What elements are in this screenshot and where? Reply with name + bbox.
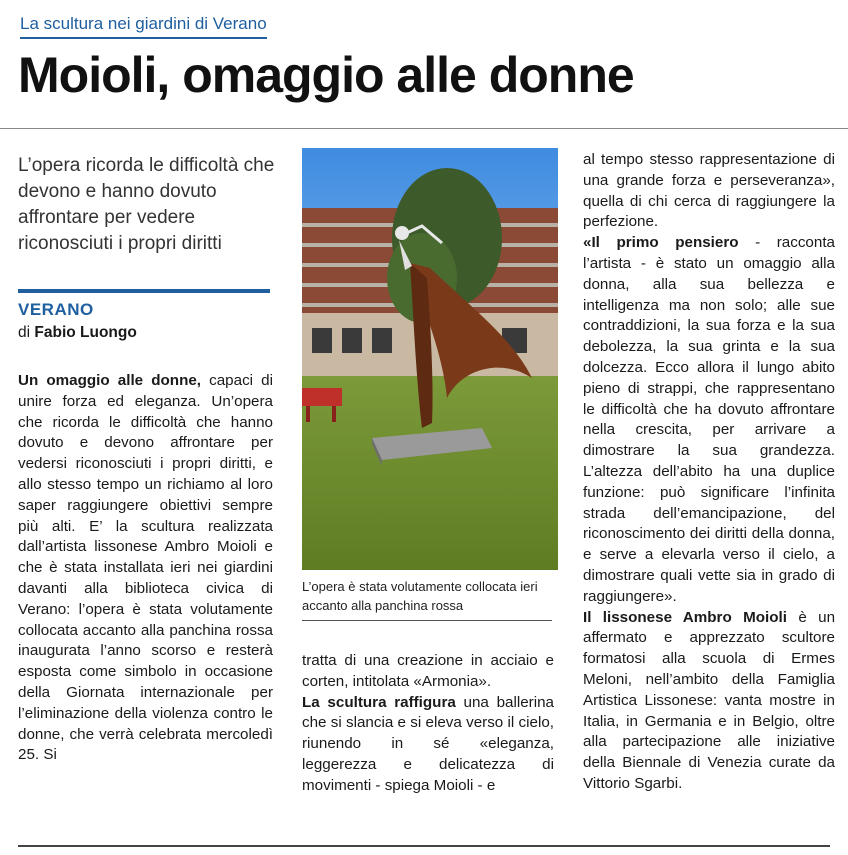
article-column-3 bbox=[583, 150, 835, 795]
body-text: una ballerina che si slancia e si eleva verso il cielo, riunendo in sé «eleganza, leggerezza e delicatezza di movimenti - spiega Moioli - e bbox=[302, 693, 554, 794]
byline-location: VERANO bbox=[18, 300, 94, 319]
summary: L’opera ricorda le difficoltà che devono e hanno dovuto affrontare per vedere riconosciuti i propri diritti bbox=[18, 155, 275, 254]
author-name: Fabio Luongo bbox=[34, 324, 137, 341]
body-text: è un affermato e apprezzato scultore formatosi alla scuola di Ermes Meloni, nell’ambito della Famiglia Artistica Lissonese: vanta mostre in Italia, in Germania e in Belgio, oltre alla partecipazione alle iniziative della Biennale di Venezia curate da Vittorio Sgarbi. bbox=[583, 608, 836, 792]
body-text: tratta di una creazione in acciaio e corten, intitolata «Armonia». bbox=[302, 652, 554, 690]
body-text: capaci di unire forza ed eleganza. Un’opera che ricorda le difficoltà che hanno dovuto e devono affrontare per vedersi riconosciuti i propri diritti, e allo stesso tempo un richiamo al loro saper raggiungere obiettivi sempre più alti. E’ la scultura realizzata dall’artista lissonese Ambro Moioli e che è stata installata ieri nei giardini davanti alla biblioteca civica di Verano: l’opera è stata volutamente collocata accanto alla panchina rossa inaugurata l’anno scorso e resterà esposta come simbolo in occasione della Giornata internazionale per l’eliminazione della violenza contro le donne, che verrà celebrata mercoledì 25. Si bbox=[18, 372, 273, 764]
photo-caption: L’opera è stata volutamente collocata ieri accanto alla panchina rossa bbox=[302, 579, 538, 613]
byline-divider bbox=[18, 289, 270, 293]
kicker: La scultura nei giardini di Verano bbox=[20, 14, 267, 39]
subheading: «Il primo pensiero bbox=[583, 234, 739, 252]
lead-in: Un omaggio alle donne, bbox=[18, 372, 202, 389]
caption-divider bbox=[302, 620, 552, 621]
body-text: - racconta l’artista - è stato un omaggio alla donna, alla sua bellezza e intelligenza ma non solo; alle sue contraddizioni, la sua forza e la sua debolezza, la sua grinta e la sua dolcezza. Ecco allora il lungo abito pieno di strappi, che rappresentano le difficoltà che ha dovuto affrontare nella crescita, per arrivare a dimostrare la sua grandezza. L’altezza dell’abito ha una duplice funzione: può significare l’infinita strada dell’emancipazione, del riconoscimento dei diritti della donna, e serve a elevarla verso il cielo, a dimostrare quali vette sia in grado di raggiungere». bbox=[583, 234, 835, 605]
sculpture-photo bbox=[302, 148, 558, 570]
byline-author bbox=[18, 324, 137, 342]
subheading: La scultura raffigura bbox=[302, 693, 456, 711]
header-divider bbox=[0, 128, 848, 129]
article-column-2 bbox=[302, 651, 554, 797]
byline-prefix: di bbox=[18, 324, 31, 341]
footer-divider bbox=[18, 845, 830, 847]
sculpture-image bbox=[302, 148, 558, 570]
article-column-1 bbox=[18, 371, 273, 766]
subheading: Il lissonese Ambro Moioli bbox=[583, 608, 787, 626]
body-text: al tempo stesso rappresentazione di una grande forza e perseveranza», quella di chi cerca di raggiungere la perfezione. bbox=[583, 151, 835, 231]
headline: Moioli, omaggio alle donne bbox=[18, 47, 634, 103]
